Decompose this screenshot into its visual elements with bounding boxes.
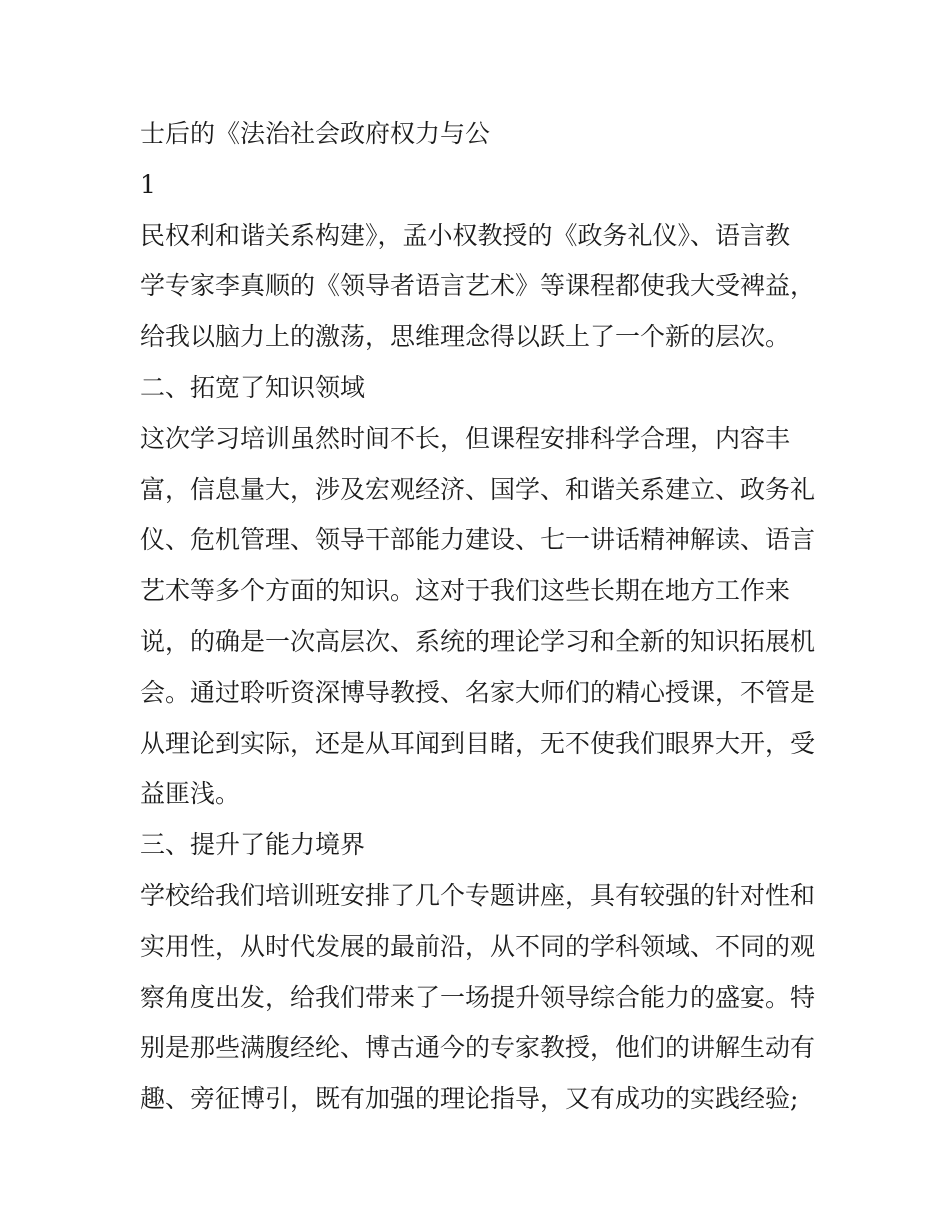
- text-line: 富，信息量大，涉及宏观经济、国学、和谐关系建立、政务礼: [140, 474, 816, 504]
- text-line: 会。通过聆听资深博导教授、名家大师们的精心授课，不管是: [140, 677, 816, 707]
- text-line: 趣、旁征博引，既有加强的理论指导，又有成功的实践经验;: [140, 1084, 799, 1114]
- text-line: 察角度出发，给我们带来了一场提升领导综合能力的盛宴。特: [140, 982, 816, 1012]
- text-line: 学专家李真顺的《领导者语言艺术》等课程都使我大受裨益，: [140, 271, 816, 301]
- text-line: 学校给我们培训班安排了几个专题讲座，具有较强的针对性和: [140, 880, 816, 910]
- section-heading: 二、拓宽了知识领域: [140, 372, 366, 402]
- text-line: 说，的确是一次高层次、系统的理论学习和全新的知识拓展机: [140, 626, 816, 656]
- text-line: 实用性，从时代发展的最前沿，从不同的学科领域、不同的观: [140, 931, 816, 961]
- text-line: 从理论到实际，还是从耳闻到目睹，无不使我们眼界大开，受: [140, 728, 816, 758]
- text-line: 这次学习培训虽然时间不长，但课程安排科学合理，内容丰: [140, 423, 791, 453]
- text-line: 别是那些满腹经纶、博古通今的专家教授，他们的讲解生动有: [140, 1033, 816, 1063]
- document-body: [140, 109, 820, 1125]
- page-number: 1: [140, 169, 156, 199]
- text-line: 民权利和谐关系构建》，孟小权教授的《政务礼仪》、语言教: [140, 220, 791, 250]
- text-line: 艺术等多个方面的知识。这对于我们这些长期在地方工作来: [140, 576, 791, 606]
- text-line: 士后的《法治社会政府权力与公: [140, 119, 491, 148]
- text-line: 益匪浅。: [140, 779, 241, 809]
- text-line: 仪、危机管理、领导干部能力建设、七一讲话精神解读、语言: [140, 525, 816, 555]
- section-heading: 三、提升了能力境界: [140, 830, 366, 860]
- text-line: 给我以脑力上的激荡，思维理念得以跃上了一个新的层次。: [140, 322, 791, 352]
